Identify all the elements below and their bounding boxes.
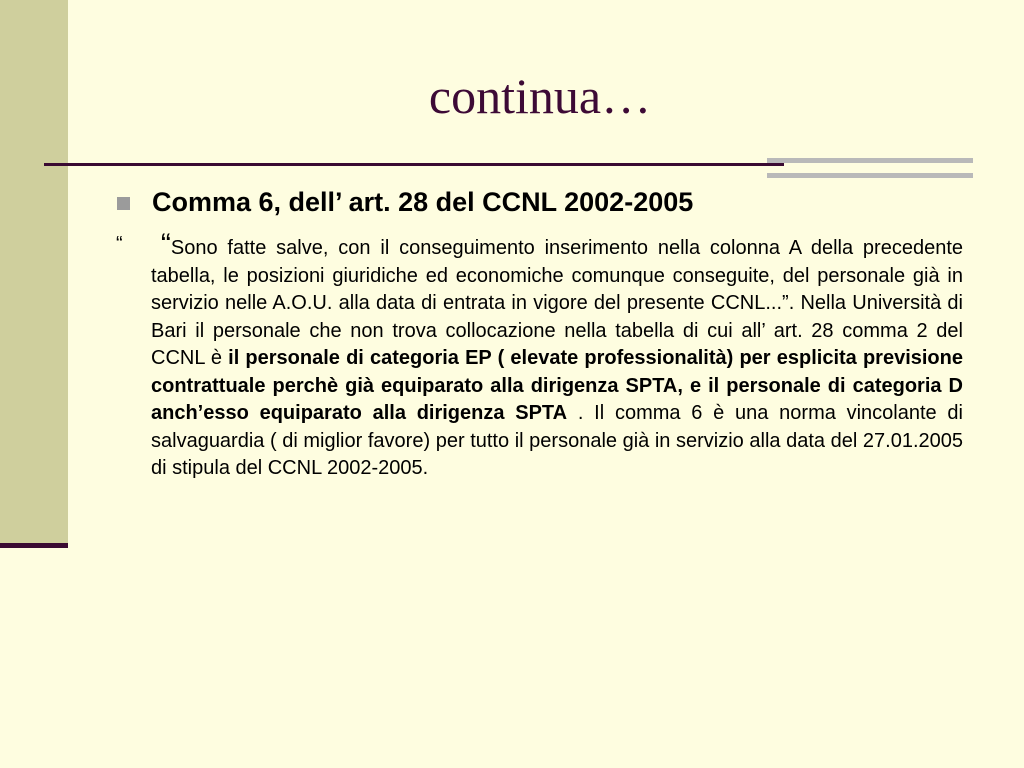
body-paragraph <box>151 228 963 483</box>
paragraph-text-1: Sono fatte salve, con il conseguimento inserimento nella colonna A della precedente tabella, le posizioni giuridiche ed economiche comunque conseguite, del personale già in servizio nelle A.O.U. alla data di entrata in vigore del presente CCNL...”. Nella Università di Bari il personale che non trova collocazione nella tabella di cui all’ art. 28 comma 2 del CCNL è <box>151 237 963 369</box>
opening-quote: “ <box>160 228 171 261</box>
bullet-square-icon <box>117 197 130 210</box>
bullet-heading: Comma 6, dell’ art. 28 del CCNL 2002-2005 <box>152 187 694 217</box>
quote-mark: “ <box>116 233 123 255</box>
decor-gray-bar-bottom <box>767 173 973 178</box>
title-divider <box>44 163 784 166</box>
paragraph-bold-text: il personale di categoria EP ( elevate professionalità) per esplicita previsione contrattuale perchè già equiparato alla dirigenza SPTA, e il personale di categoria D anch’esso equiparato alla dirigenza SPTA <box>151 347 963 424</box>
left-decor-line <box>0 543 68 548</box>
slide-title: continua… <box>428 68 652 124</box>
paragraph-text-2: . Il comma 6 è una norma vincolante di salvaguardia ( di miglior favore) per tutto il personale già in servizio alla data del 27.01.2005 di stipula del CCNL 2002-2005. <box>151 402 963 479</box>
decor-gray-bar-top <box>767 158 973 163</box>
